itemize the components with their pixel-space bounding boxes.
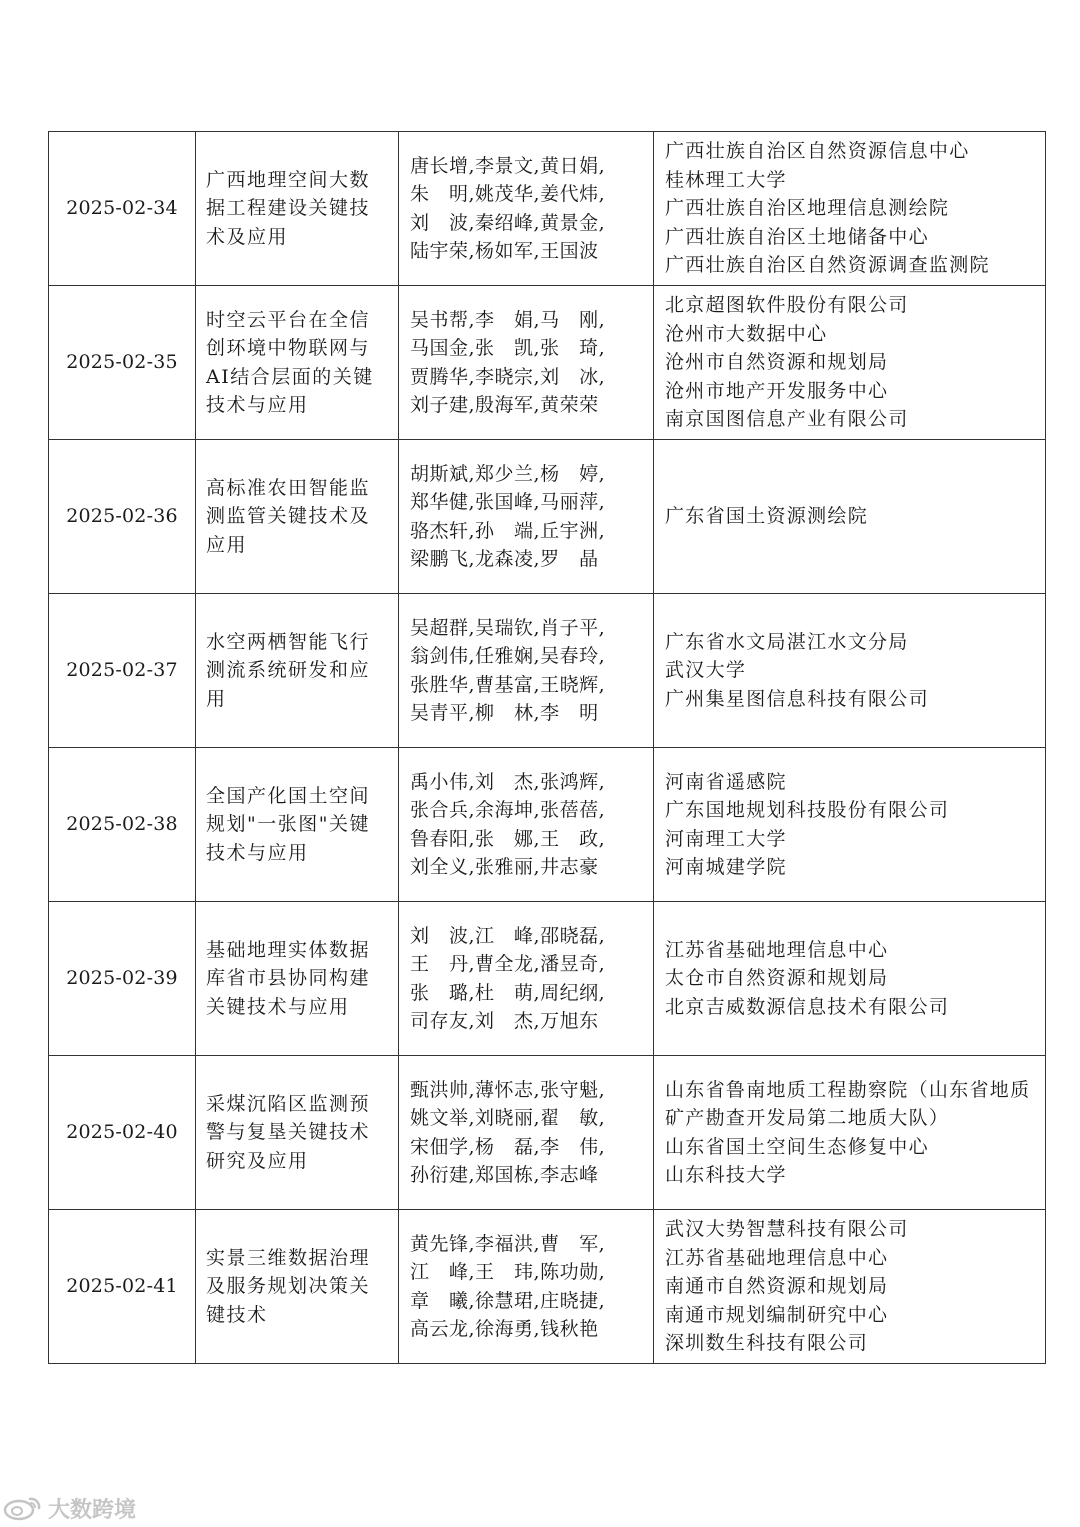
contributors-line: 郑华健,张国峰,马丽萍, — [410, 491, 606, 513]
project-title-cell: 实景三维数据治理及服务规划决策关键技术 — [196, 1210, 399, 1364]
awards-table — [48, 131, 1046, 1364]
organizations-cell — [654, 594, 1046, 748]
organization-line: 沧州市地产开发服务中心 — [665, 379, 889, 402]
organization-line: 河南理工大学 — [665, 827, 787, 850]
project-title-cell: 高标准农田智能监测监管关键技术及应用 — [196, 440, 399, 594]
contributors-line: 王 丹,曹全龙,潘昱奇, — [410, 953, 606, 975]
contributors-line: 司存友,刘 杰,万旭东 — [410, 1010, 599, 1032]
organization-line: 太仓市自然资源和规划局 — [665, 967, 889, 990]
organization-line: 广西壮族自治区自然资源信息中心 — [665, 140, 970, 163]
contributors-line: 禹小伟,刘 杰,张鸿辉, — [410, 770, 606, 793]
organization-line: 山东省国土空间生态修复中心 — [665, 1135, 929, 1158]
organization-line: 山东科技大学 — [665, 1164, 787, 1186]
organization-line: 广东省水文局湛江水文分局 — [665, 630, 909, 653]
weibo-logo-icon — [2, 1495, 44, 1521]
organization-line: 广西壮族自治区地理信息测绘院 — [665, 197, 950, 220]
project-title-cell: 基础地理实体数据库省市县协同构建关键技术与应用 — [196, 902, 399, 1056]
contributors-line: 刘 波,江 峰,邵晓磊, — [410, 924, 606, 947]
project-id-cell: 2025-02-38 — [49, 748, 196, 902]
contributors-line: 黄先锋,李福洪,曹 军, — [410, 1232, 606, 1255]
project-title-cell: 全国产化国土空间规划"一张图"关键技术与应用 — [196, 748, 399, 902]
contributors-line: 鲁春阳,张 娜,王 政, — [410, 827, 606, 850]
organization-line: 广州集星图信息科技有限公司 — [665, 687, 929, 710]
contributors-line: 高云龙,徐海勇,钱秋艳 — [410, 1318, 599, 1340]
organization-line: 广西壮族自治区自然资源调查监测院 — [665, 254, 990, 277]
table-row — [49, 748, 1046, 902]
organization-line: 山东省鲁南地质工程勘察院（山东省地质矿产勘查开发局第二地质大队） — [665, 1078, 1031, 1129]
contributors-line: 贾腾华,李晓宗,刘 冰, — [410, 365, 606, 388]
contributors-line: 张 璐,杜 萌,周纪纲, — [410, 981, 606, 1004]
contributors-line: 唐长增,李景文,黄日娟, — [410, 154, 606, 177]
contributors-line: 吴书帮,李 娟,马 刚, — [410, 308, 606, 331]
organization-line: 南京国图信息产业有限公司 — [665, 408, 909, 431]
project-id-cell: 2025-02-35 — [49, 286, 196, 440]
organization-line: 河南城建学院 — [665, 856, 787, 878]
contributors-line: 陆宇荣,杨如军,王国波 — [410, 240, 599, 262]
table-row — [49, 1056, 1046, 1210]
contributors-line: 张合兵,余海坤,张蓓蓓, — [410, 799, 606, 821]
organization-line: 沧州市自然资源和规划局 — [665, 351, 889, 374]
organization-line: 广东国地规划科技股份有限公司 — [665, 799, 950, 821]
contributors-line: 刘子建,殷海军,黄荣荣 — [410, 394, 599, 416]
watermark — [2, 1493, 136, 1523]
organizations-cell — [654, 748, 1046, 902]
project-title-cell: 广西地理空间大数据工程建设关键技术及应用 — [196, 132, 399, 286]
project-id-cell: 2025-02-36 — [49, 440, 196, 594]
contributors-line: 胡斯斌,郑少兰,杨 婷, — [410, 462, 606, 485]
watermark-text: 大数跨境 — [48, 1497, 137, 1523]
project-title-cell: 时空云平台在全信创环境中物联网与AI结合层面的关键技术与应用 — [196, 286, 399, 440]
contributors-cell — [399, 286, 654, 440]
contributors-line: 刘 波,秦绍峰,黄景金, — [410, 211, 606, 234]
organization-line: 广东省国土资源测绘院 — [665, 505, 869, 528]
contributors-line: 甄洪帅,薄怀志,张守魁, — [410, 1078, 606, 1101]
contributors-cell — [399, 748, 654, 902]
table-row — [49, 440, 1046, 594]
organization-line: 沧州市大数据中心 — [665, 322, 828, 345]
organization-line: 武汉大学 — [665, 659, 747, 682]
organization-line: 江苏省基础地理信息中心 — [665, 938, 889, 961]
organization-line: 北京超图软件股份有限公司 — [665, 294, 909, 317]
project-id-cell: 2025-02-40 — [49, 1056, 196, 1210]
contributors-line: 章 曦,徐慧珺,庄晓捷, — [410, 1289, 606, 1312]
contributors-line: 姚文举,刘晓丽,翟 敏, — [410, 1107, 606, 1129]
contributors-cell — [399, 440, 654, 594]
organization-line: 南通市自然资源和规划局 — [665, 1275, 889, 1298]
contributors-cell — [399, 902, 654, 1056]
project-title-cell: 水空两栖智能飞行测流系统研发和应用 — [196, 594, 399, 748]
project-id-cell: 2025-02-34 — [49, 132, 196, 286]
contributors-line: 梁鹏飞,龙森凌,罗 晶 — [410, 548, 599, 570]
table-row — [49, 594, 1046, 748]
contributors-line: 马国金,张 凯,张 琦, — [410, 337, 606, 359]
project-id-cell: 2025-02-37 — [49, 594, 196, 748]
project-title-cell: 采煤沉陷区监测预警与复垦关键技术研究及应用 — [196, 1056, 399, 1210]
table-row — [49, 902, 1046, 1056]
organization-line: 北京吉威数源信息技术有限公司 — [665, 995, 950, 1018]
contributors-cell — [399, 1056, 654, 1210]
project-id-cell: 2025-02-41 — [49, 1210, 196, 1364]
table-row — [49, 132, 1046, 286]
contributors-line: 吴超群,吴瑞钦,肖子平, — [410, 616, 606, 639]
contributors-line: 江 峰,王 玮,陈功勋, — [410, 1261, 606, 1283]
contributors-cell — [399, 594, 654, 748]
organizations-cell — [654, 1210, 1046, 1364]
contributors-cell — [399, 132, 654, 286]
contributors-line: 翁剑伟,任雅娴,吴春玲, — [410, 645, 606, 667]
organization-line: 江苏省基础地理信息中心 — [665, 1246, 889, 1269]
contributors-line: 宋佃学,杨 磊,李 伟, — [410, 1135, 606, 1158]
organization-line: 深圳数生科技有限公司 — [665, 1332, 869, 1355]
contributors-line: 朱 明,姚茂华,姜代炜, — [410, 183, 606, 205]
organization-line: 桂林理工大学 — [665, 168, 787, 191]
organization-line: 南通市规划编制研究中心 — [665, 1303, 889, 1326]
organizations-cell — [654, 1056, 1046, 1210]
organizations-cell — [654, 440, 1046, 594]
contributors-cell — [399, 1210, 654, 1364]
organizations-cell — [654, 902, 1046, 1056]
organization-line: 河南省遥感院 — [665, 770, 787, 793]
table-row — [49, 286, 1046, 440]
organizations-cell — [654, 132, 1046, 286]
organization-line: 广西壮族自治区土地储备中心 — [665, 225, 929, 248]
contributors-line: 骆杰轩,孙 端,丘宇洲, — [410, 519, 606, 542]
contributors-line: 张胜华,曹基富,王晓辉, — [410, 673, 606, 696]
project-id-cell: 2025-02-39 — [49, 902, 196, 1056]
contributors-line: 刘全义,张雅丽,井志豪 — [410, 856, 599, 878]
contributors-line: 孙衍建,郑国栋,李志峰 — [410, 1164, 599, 1186]
table-row — [49, 1210, 1046, 1364]
contributors-line: 吴青平,柳 林,李 明 — [410, 702, 599, 724]
organizations-cell — [654, 286, 1046, 440]
organization-line: 武汉大势智慧科技有限公司 — [665, 1218, 909, 1241]
